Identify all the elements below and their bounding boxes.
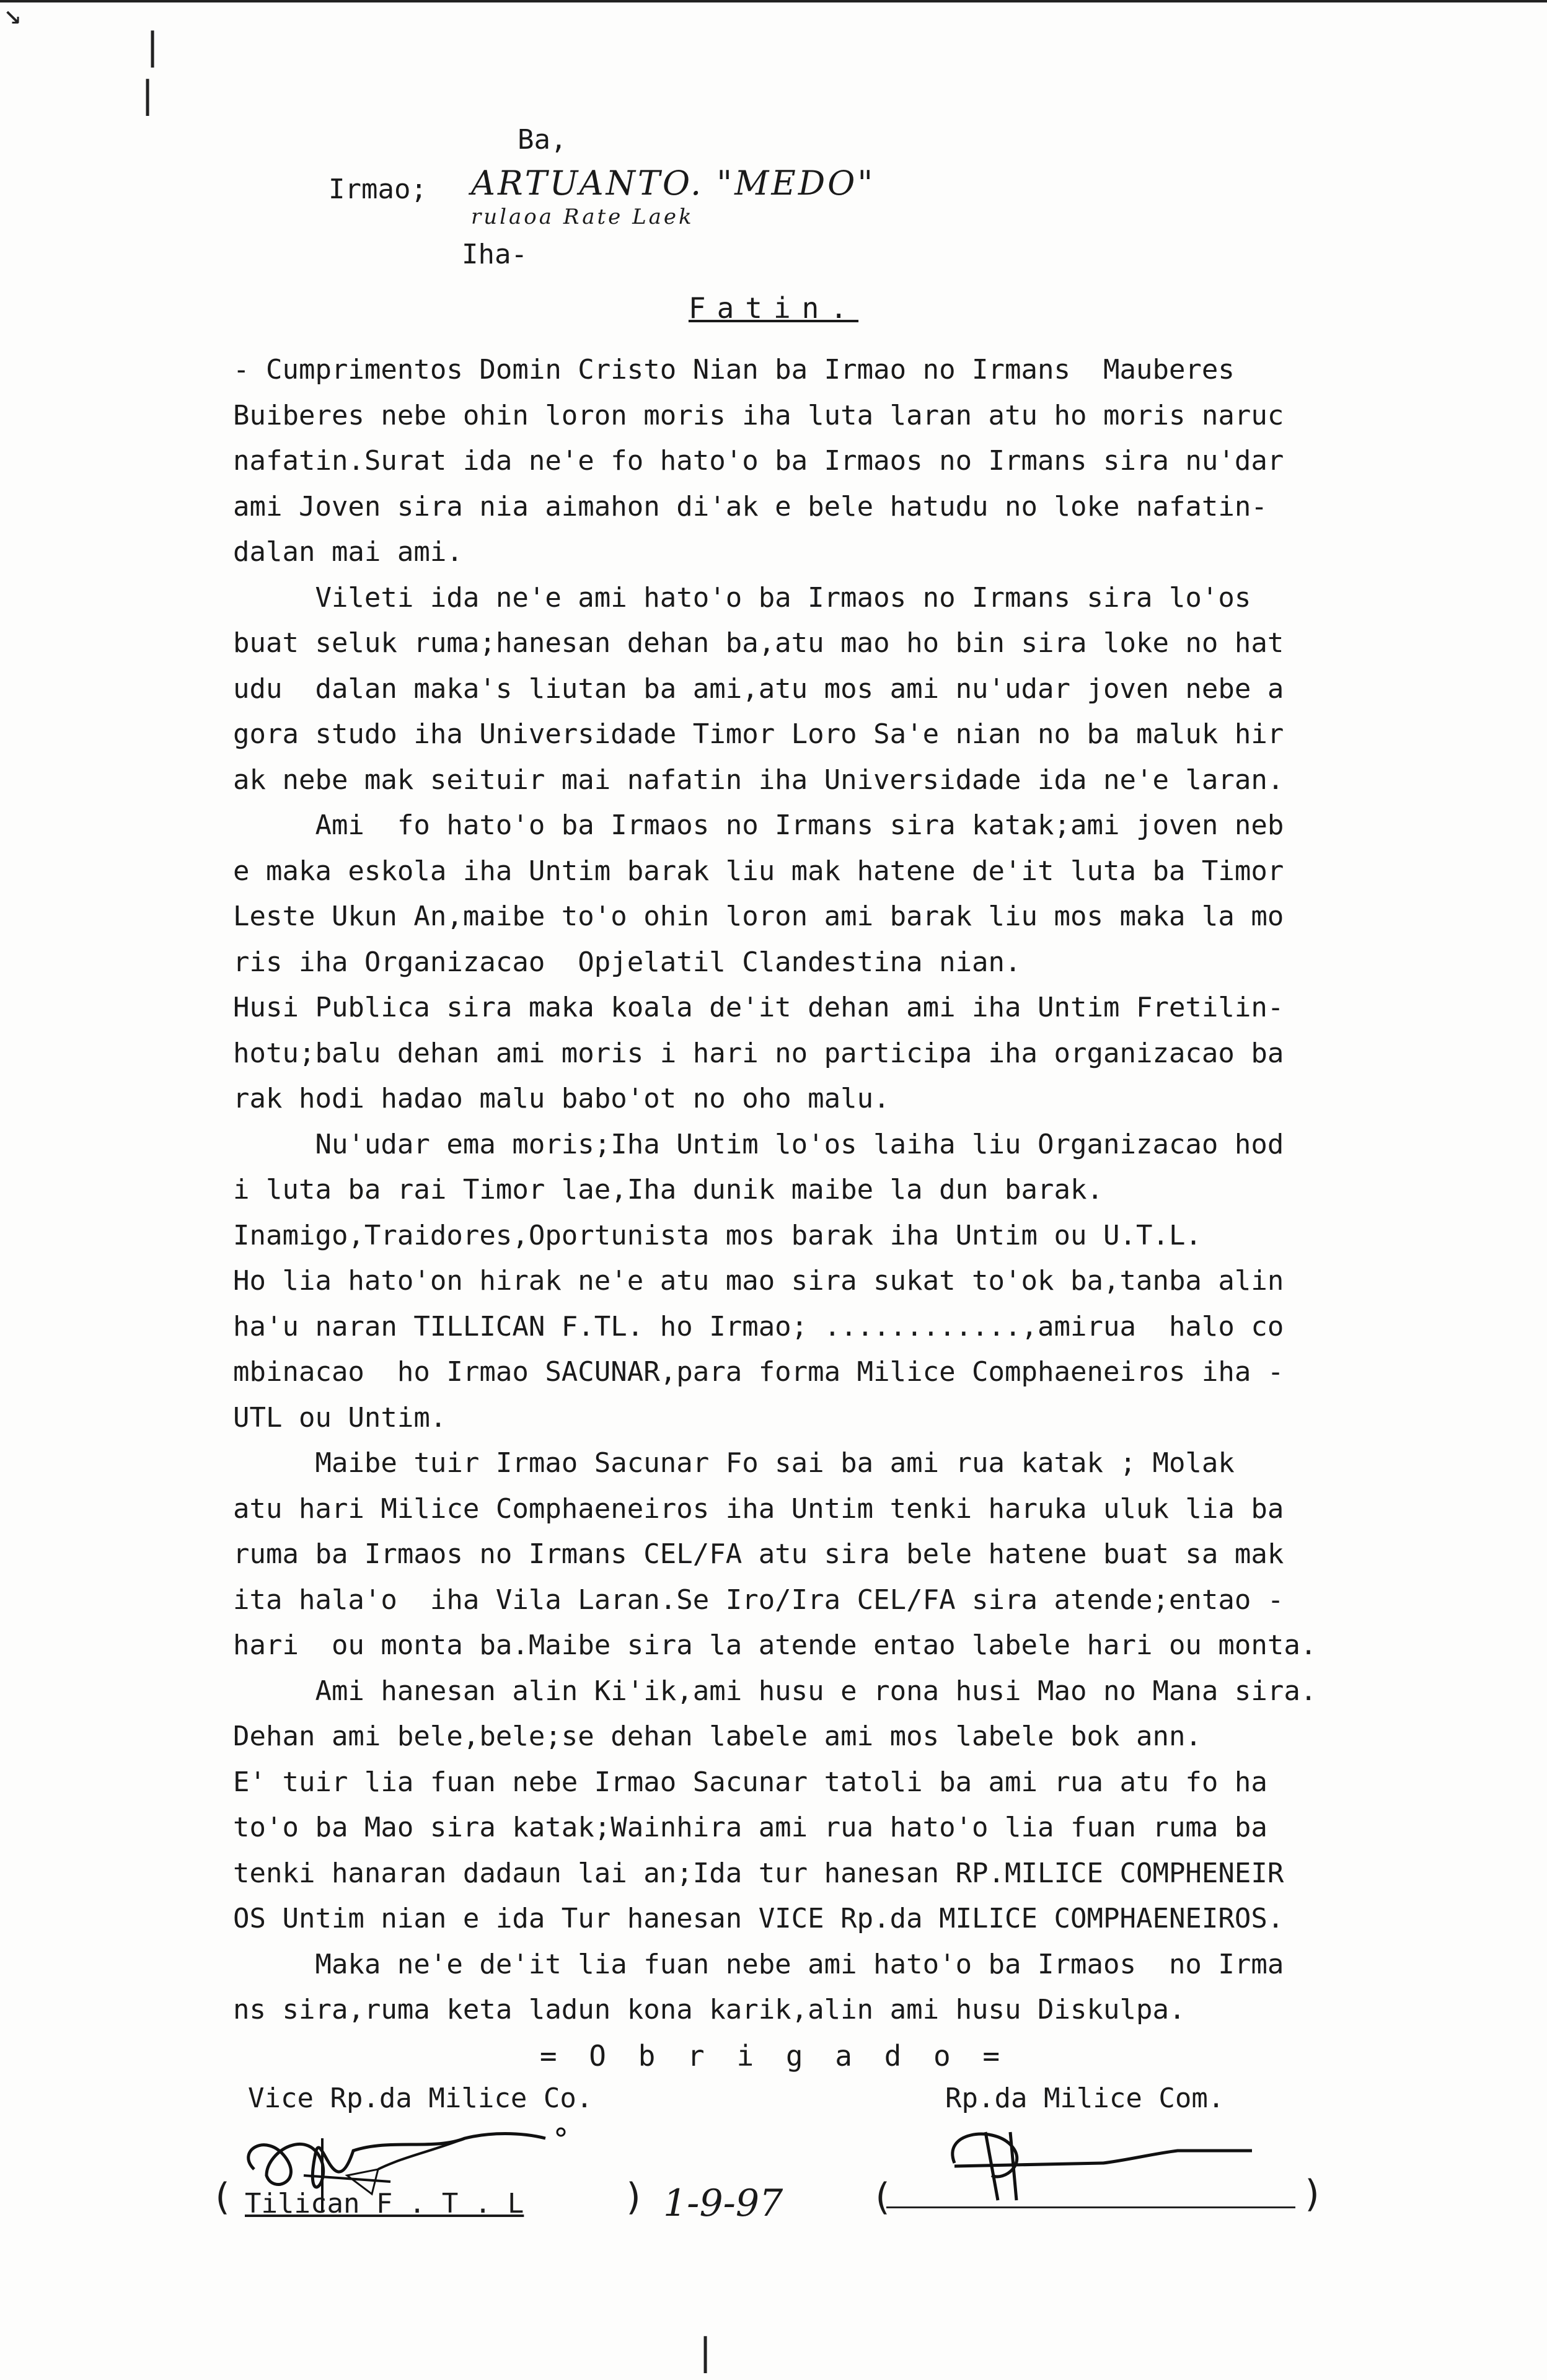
- recipient-subtitle: rulaoa Rate Laek: [471, 205, 694, 229]
- margin-mark: |: [141, 25, 164, 68]
- body-line: Ami fo hato'o ba Irmaos no Irmans sira katak;ami joven neb: [233, 809, 1284, 841]
- body-line: rak hodi hadao malu babo'ot no oho malu.: [233, 1083, 890, 1114]
- body-line: OS Untim nian e ida Tur hanesan VICE Rp.da MILICE COMPHAENEIROS.: [233, 1903, 1284, 1934]
- body-line: udu dalan maka's liutan ba ami,atu mos ami nu'udar joven nebe a: [233, 672, 1284, 705]
- body-line: Leste Ukun An,maibe to'o ohin loron ami barak liu mos maka la mo: [233, 901, 1284, 932]
- salutation-to: Ba,: [518, 124, 567, 156]
- body-line: Husi Publica sira maka koala de'it dehan ami iha Untim Fretilin-: [233, 992, 1284, 1023]
- body-line: Dehan ami bele,bele;se dehan labele ami mos labele bok ann.: [233, 1721, 1202, 1752]
- left-signatory-name: Tilican F . T . L: [245, 2188, 524, 2219]
- body-line: ami Joven sira nia aimahon di'ak e bele hatudu no loke nafatin-: [233, 490, 1267, 522]
- body-line: atu hari Milice Comphaeneiros iha Untim tenki haruka uluk lia ba: [233, 1492, 1284, 1525]
- body-line: ruma ba Irmaos no Irmans CEL/FA atu sira bele hatene buat sa mak: [233, 1538, 1284, 1570]
- right-signature: [917, 2107, 1264, 2206]
- body-line: ha'u naran TILLICAN F.TL. ho Irmao; ............,amirua halo co: [233, 1310, 1284, 1342]
- body-line: hotu;balu dehan ami moris i hari no participa iha organizacao ba: [233, 1037, 1284, 1069]
- top-border-line: [0, 0, 1547, 2]
- signature-date: 1-9-97: [663, 2182, 783, 2225]
- recipient-name: ARTUANTO. "MEDO": [471, 164, 876, 203]
- body-line: Ami hanesan alin Ki'ik,ami husu e rona husi Mao no Mana sira.: [233, 1675, 1317, 1707]
- left-signatory-title: Vice Rp.da Milice Co.: [248, 2082, 593, 2114]
- closing-thanks: = O b r i g a d o =: [539, 2039, 1008, 2073]
- subject-heading: Fatin.: [688, 291, 859, 325]
- body-line: hari ou monta ba.Maibe sira la atende entao labele hari ou monta.: [233, 1629, 1317, 1661]
- body-line: buat seluk ruma;hanesan dehan ba,atu mao ho bin sira loke no hat: [233, 627, 1284, 659]
- body-line: Ho lia hato'on hirak ne'e atu mao sira sukat to'ok ba,tanba alin: [233, 1265, 1284, 1297]
- body-line: Buiberes nebe ohin loron moris iha luta laran atu ho moris naruc: [233, 399, 1284, 431]
- body-line: Inamigo,Traidores,Oportunista mos barak iha Untim ou U.T.L.: [233, 1219, 1202, 1251]
- body-line: ita hala'o iha Vila Laran.Se Iro/Ira CEL/FA sira atende;entao -: [233, 1584, 1284, 1616]
- body-line: dalan mai ami.: [233, 536, 463, 568]
- body-line: Maka ne'e de'it lia fuan nebe ami hato'o ba Irmaos no Irma: [233, 1948, 1284, 1980]
- left-paren-close: ): [623, 2175, 646, 2219]
- bottom-margin-mark: |: [694, 2330, 717, 2374]
- body-line: ns sira,ruma keta ladun kona karik,alin ami husu Diskulpa.: [233, 1994, 1186, 2025]
- body-line: i luta ba rai Timor lae,Iha dunik maibe la dun barak.: [233, 1174, 1103, 1205]
- body-line: ak nebe mak seituir mai nafatin iha Universidade ida ne'e laran.: [233, 764, 1284, 796]
- right-signatory-title: Rp.da Milice Com.: [945, 2082, 1225, 2114]
- body-line: Maibe tuir Irmao Sacunar Fo sai ba ami rua katak ; Molak: [233, 1447, 1235, 1479]
- body-line: ris iha Organizacao Opjelatil Clandestina nian.: [233, 946, 1021, 978]
- right-paren-open: (: [871, 2175, 894, 2219]
- letter-body: [233, 347, 1466, 2033]
- right-name-blank: [886, 2206, 1295, 2208]
- body-line: Nu'udar ema moris;Iha Untim lo'os laiha liu Organizacao hod: [233, 1128, 1284, 1160]
- irmao-label: Irmao;: [328, 174, 427, 205]
- body-line: UTL ou Untim.: [233, 1401, 447, 1434]
- corner-mark: ↘: [4, 0, 22, 31]
- body-line: nafatin.Surat ida ne'e fo hato'o ba Irmaos no Irmans sira nu'dar: [233, 445, 1284, 477]
- left-paren-open: (: [211, 2175, 234, 2219]
- body-line: to'o ba Mao sira katak;Wainhira ami rua hato'o lia fuan ruma ba: [233, 1812, 1267, 1843]
- body-line: gora studo iha Universidade Timor Loro Sa'e nian no ba maluk hir: [233, 718, 1284, 750]
- right-paren-close: ): [1302, 2172, 1324, 2216]
- body-line: mbinacao ho Irmao SACUNAR,para forma Milice Comphaeneiros iha -: [233, 1356, 1284, 1388]
- body-line: E' tuir lia fuan nebe Irmao Sacunar tatoli ba ami rua atu fo ha: [233, 1766, 1267, 1798]
- body-line: Vileti ida ne'e ami hato'o ba Irmaos no Irmans sira lo'os: [233, 581, 1251, 614]
- margin-mark-2: |: [136, 73, 159, 117]
- body-line: tenki hanaran dadaun lai an;Ida tur hanesan RP.MILICE COMPHENEIR: [233, 1857, 1284, 1889]
- location-label: Iha-: [462, 239, 527, 270]
- body-line: e maka eskola iha Untim barak liu mak hatene de'it luta ba Timor: [233, 855, 1284, 887]
- body-line: - Cumprimentos Domin Cristo Nian ba Irmao no Irmans Mauberes: [233, 354, 1235, 386]
